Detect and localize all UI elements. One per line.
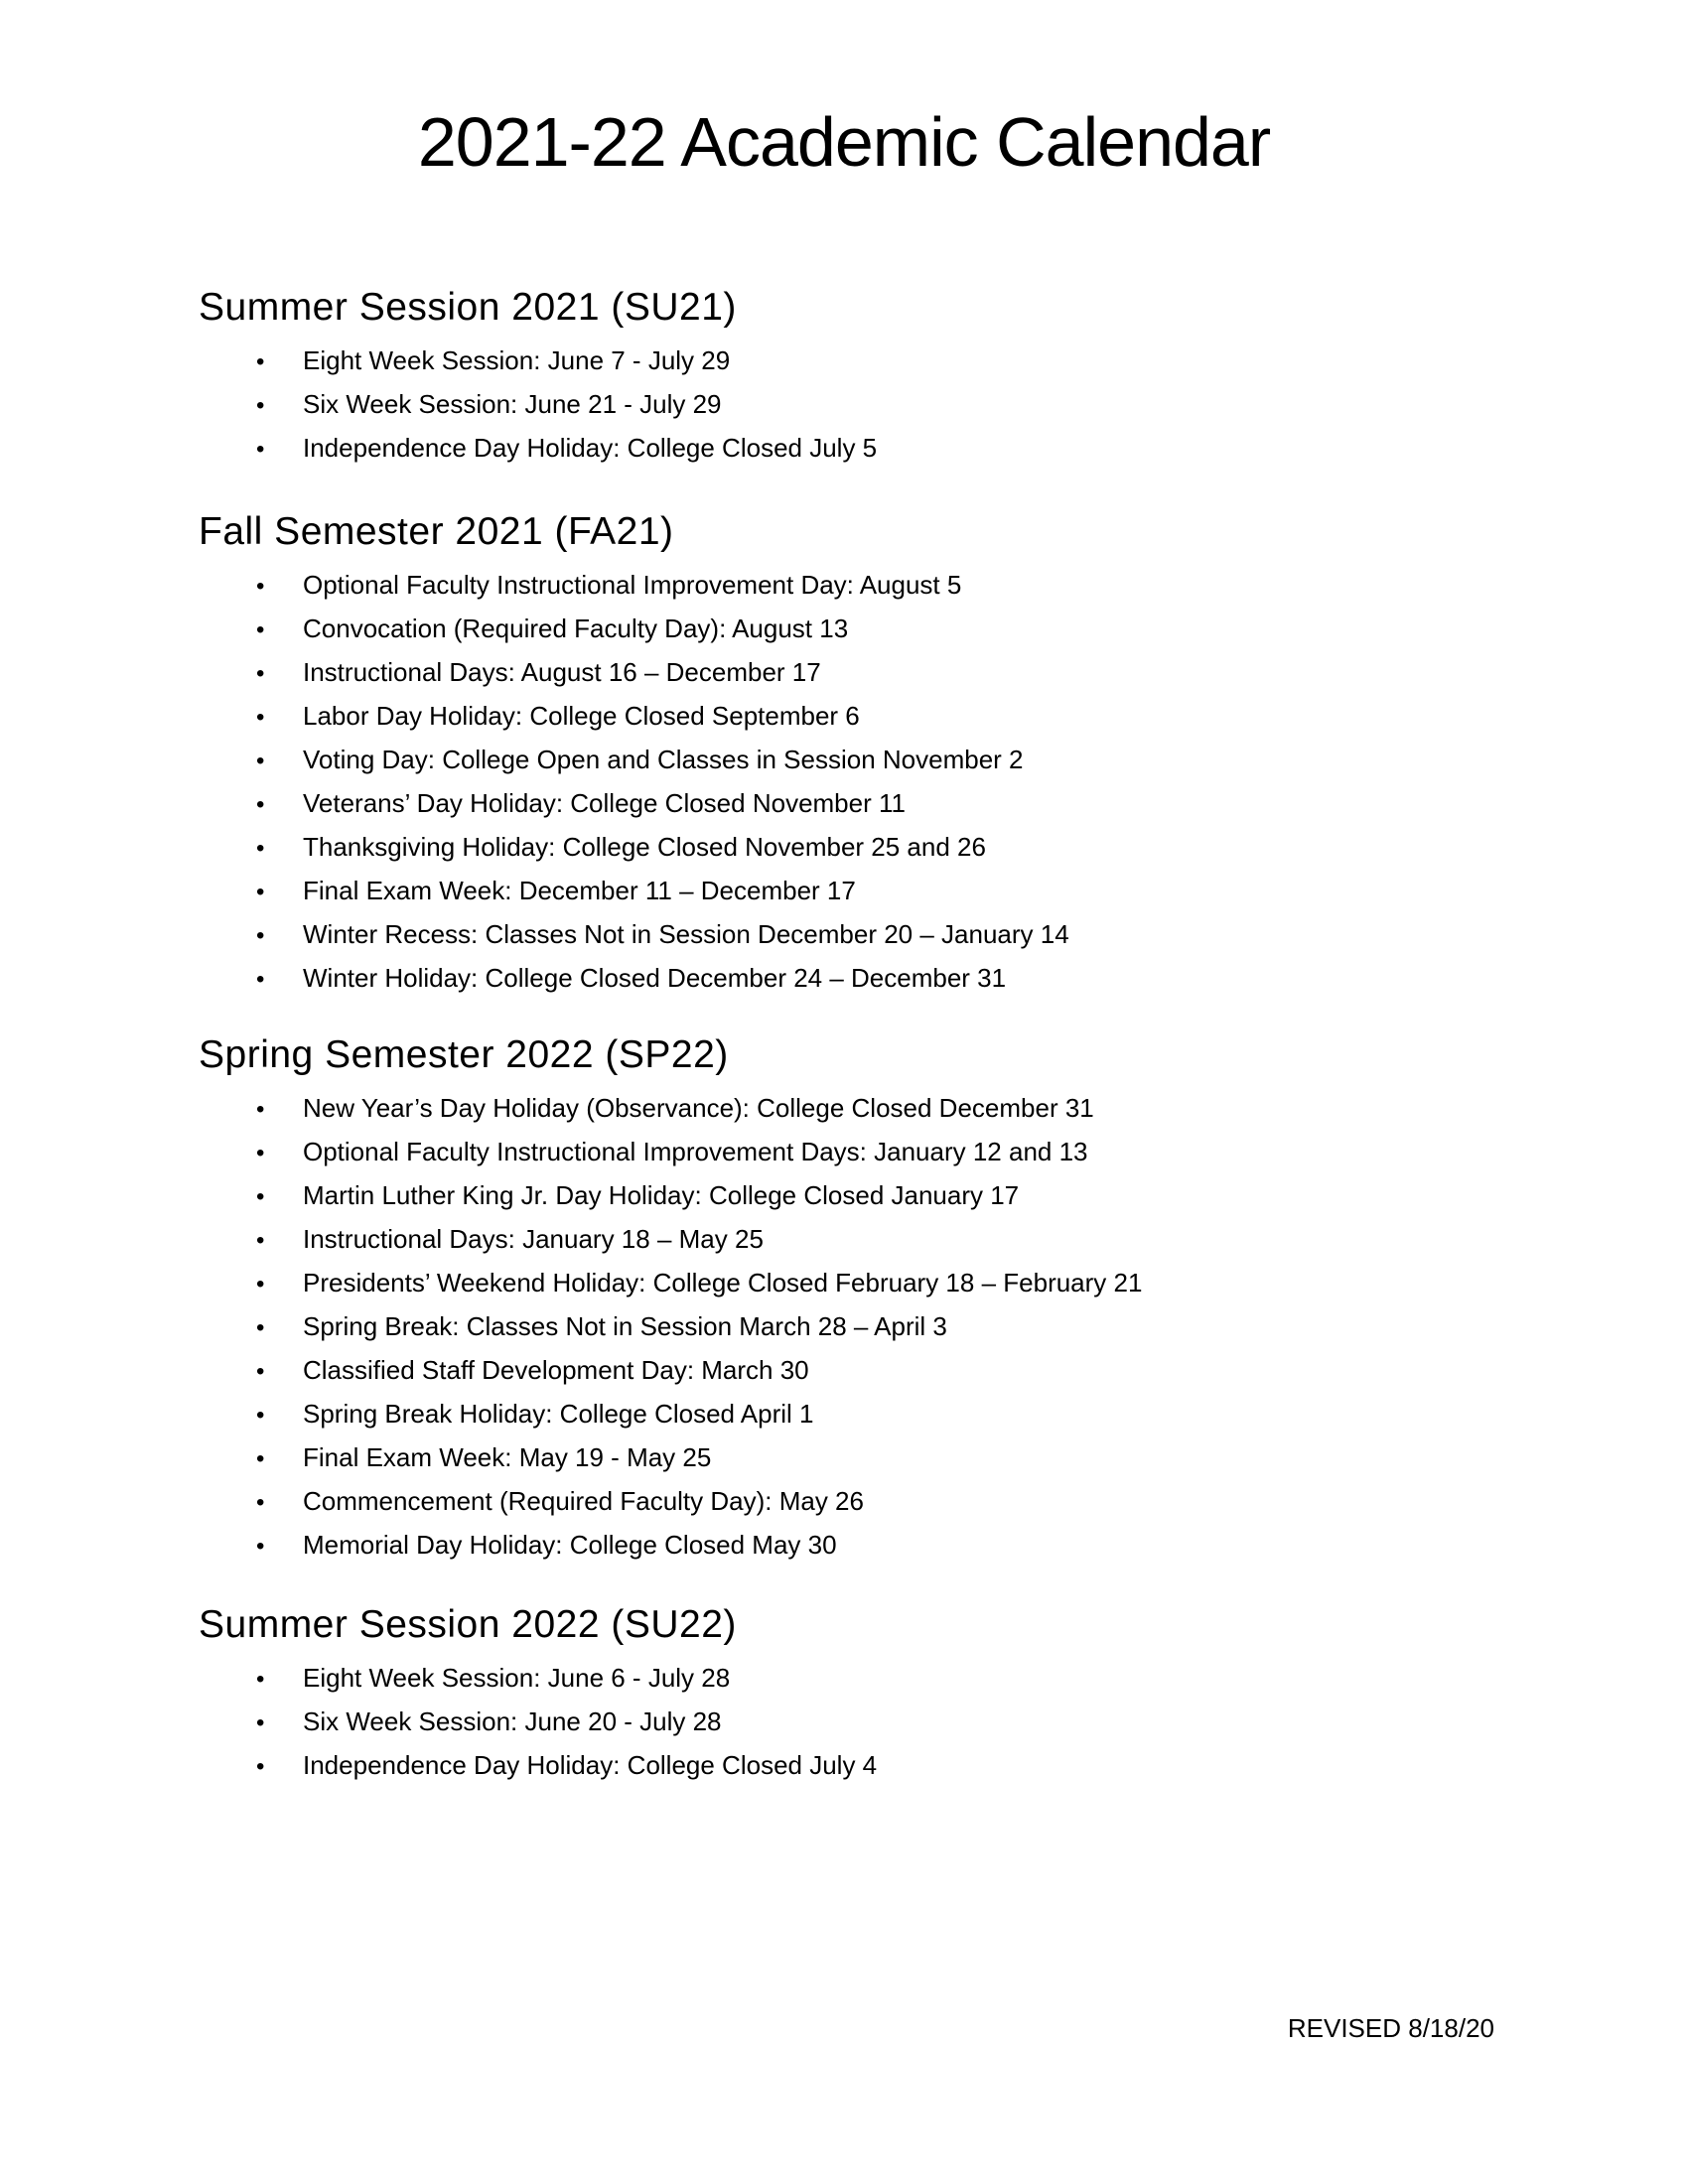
section-heading: Summer Session 2022 (SU22) — [199, 1603, 737, 1646]
bullet-icon: • — [256, 573, 265, 600]
bullet-icon: • — [256, 1140, 265, 1166]
event-item — [199, 1131, 1489, 1174]
event-text: Classified Staff Development Day: March 30 — [303, 1355, 809, 1385]
event-text: Veterans’ Day Holiday: College Closed November 11 — [303, 788, 906, 818]
event-item — [199, 427, 1489, 471]
event-text: New Year’s Day Holiday (Observance): College Closed December 31 — [303, 1093, 1094, 1123]
event-item — [199, 1218, 1489, 1262]
bullet-icon: • — [256, 966, 265, 993]
bullet-icon: • — [256, 1709, 265, 1736]
event-text: Memorial Day Holiday: College Closed May 30 — [303, 1530, 837, 1560]
event-text: Independence Day Holiday: College Closed July 4 — [303, 1750, 878, 1780]
event-item — [199, 1524, 1489, 1568]
event-text: Winter Recess: Classes Not in Session December 20 – January 14 — [303, 919, 1069, 949]
bullet-icon: • — [256, 1666, 265, 1693]
event-text: Optional Faculty Instructional Improvement Days: January 12 and 13 — [303, 1137, 1088, 1166]
bullet-icon: • — [256, 1489, 265, 1516]
event-text: Six Week Session: June 20 - July 28 — [303, 1706, 722, 1736]
bullet-icon: • — [256, 1183, 265, 1210]
event-text: Convocation (Required Faculty Day): August 13 — [303, 614, 849, 643]
event-item — [199, 1744, 1489, 1788]
section-heading: Fall Semester 2021 (FA21) — [199, 510, 674, 553]
calendar-sections — [0, 284, 1688, 1788]
event-text: Instructional Days: August 16 – December 17 — [303, 657, 821, 687]
section-event-list — [199, 564, 1489, 1001]
section-event-list — [199, 1087, 1489, 1568]
event-item — [199, 383, 1489, 427]
event-text: Labor Day Holiday: College Closed September 6 — [303, 701, 860, 731]
event-text: Eight Week Session: June 7 - July 29 — [303, 345, 731, 375]
bullet-icon: • — [256, 1271, 265, 1297]
bullet-icon: • — [256, 835, 265, 862]
section-heading: Summer Session 2021 (SU21) — [199, 286, 737, 329]
bullet-icon: • — [256, 1358, 265, 1385]
event-item — [199, 1262, 1489, 1305]
event-item — [199, 826, 1489, 870]
event-item — [199, 651, 1489, 695]
event-text: Optional Faculty Instructional Improvement Day: August 5 — [303, 570, 962, 600]
event-item — [199, 695, 1489, 739]
event-item — [199, 1480, 1489, 1524]
bullet-icon: • — [256, 1314, 265, 1341]
event-item — [199, 1349, 1489, 1393]
event-text: Presidents’ Weekend Holiday: College Closed February 18 – February 21 — [303, 1268, 1143, 1297]
event-text: Spring Break Holiday: College Closed April 1 — [303, 1399, 814, 1429]
event-item — [199, 1174, 1489, 1218]
page-title: 2021-22 Academic Calendar — [417, 103, 1271, 181]
bullet-icon: • — [256, 791, 265, 818]
event-item — [199, 739, 1489, 782]
event-item — [199, 564, 1489, 608]
event-text: Six Week Session: June 21 - July 29 — [303, 389, 722, 419]
section-event-list — [199, 1657, 1489, 1788]
section-heading: Spring Semester 2022 (SP22) — [199, 1033, 729, 1076]
event-text: Final Exam Week: December 11 – December 17 — [303, 876, 856, 905]
event-text: Thanksgiving Holiday: College Closed November 25 and 26 — [303, 832, 986, 862]
event-text: Voting Day: College Open and Classes in Session November 2 — [303, 745, 1024, 774]
bullet-icon: • — [256, 392, 265, 419]
bullet-icon: • — [256, 616, 265, 643]
bullet-icon: • — [256, 922, 265, 949]
bullet-icon: • — [256, 748, 265, 774]
section-event-list — [199, 340, 1489, 471]
event-text: Eight Week Session: June 6 - July 28 — [303, 1663, 731, 1693]
event-item — [199, 1657, 1489, 1701]
event-item — [199, 340, 1489, 383]
calendar-section — [199, 1031, 1489, 1568]
bullet-icon: • — [256, 1753, 265, 1780]
bullet-icon: • — [256, 1445, 265, 1472]
revision-note: REVISED 8/18/20 — [1287, 2013, 1494, 2043]
event-item — [199, 1701, 1489, 1744]
event-item — [199, 1305, 1489, 1349]
event-item — [199, 782, 1489, 826]
event-text: Final Exam Week: May 19 - May 25 — [303, 1442, 712, 1472]
bullet-icon: • — [256, 704, 265, 731]
event-item — [199, 1393, 1489, 1436]
calendar-section — [199, 284, 1489, 471]
event-text: Spring Break: Classes Not in Session March 28 – April 3 — [303, 1311, 947, 1341]
bullet-icon: • — [256, 1096, 265, 1123]
event-text: Winter Holiday: College Closed December 24 – December 31 — [303, 963, 1007, 993]
bullet-icon: • — [256, 879, 265, 905]
event-text: Independence Day Holiday: College Closed July 5 — [303, 433, 878, 463]
bullet-icon: • — [256, 1533, 265, 1560]
event-item — [199, 957, 1489, 1001]
event-item — [199, 608, 1489, 651]
bullet-icon: • — [256, 436, 265, 463]
calendar-section — [199, 1601, 1489, 1788]
bullet-icon: • — [256, 348, 265, 375]
event-item — [199, 1087, 1489, 1131]
bullet-icon: • — [256, 1402, 265, 1429]
bullet-icon: • — [256, 660, 265, 687]
event-text: Instructional Days: January 18 – May 25 — [303, 1224, 764, 1254]
event-text: Commencement (Required Faculty Day): May 26 — [303, 1486, 864, 1516]
event-text: Martin Luther King Jr. Day Holiday: College Closed January 17 — [303, 1180, 1020, 1210]
bullet-icon: • — [256, 1227, 265, 1254]
event-item — [199, 1436, 1489, 1480]
event-item — [199, 870, 1489, 913]
calendar-section — [199, 508, 1489, 1001]
event-item — [199, 913, 1489, 957]
